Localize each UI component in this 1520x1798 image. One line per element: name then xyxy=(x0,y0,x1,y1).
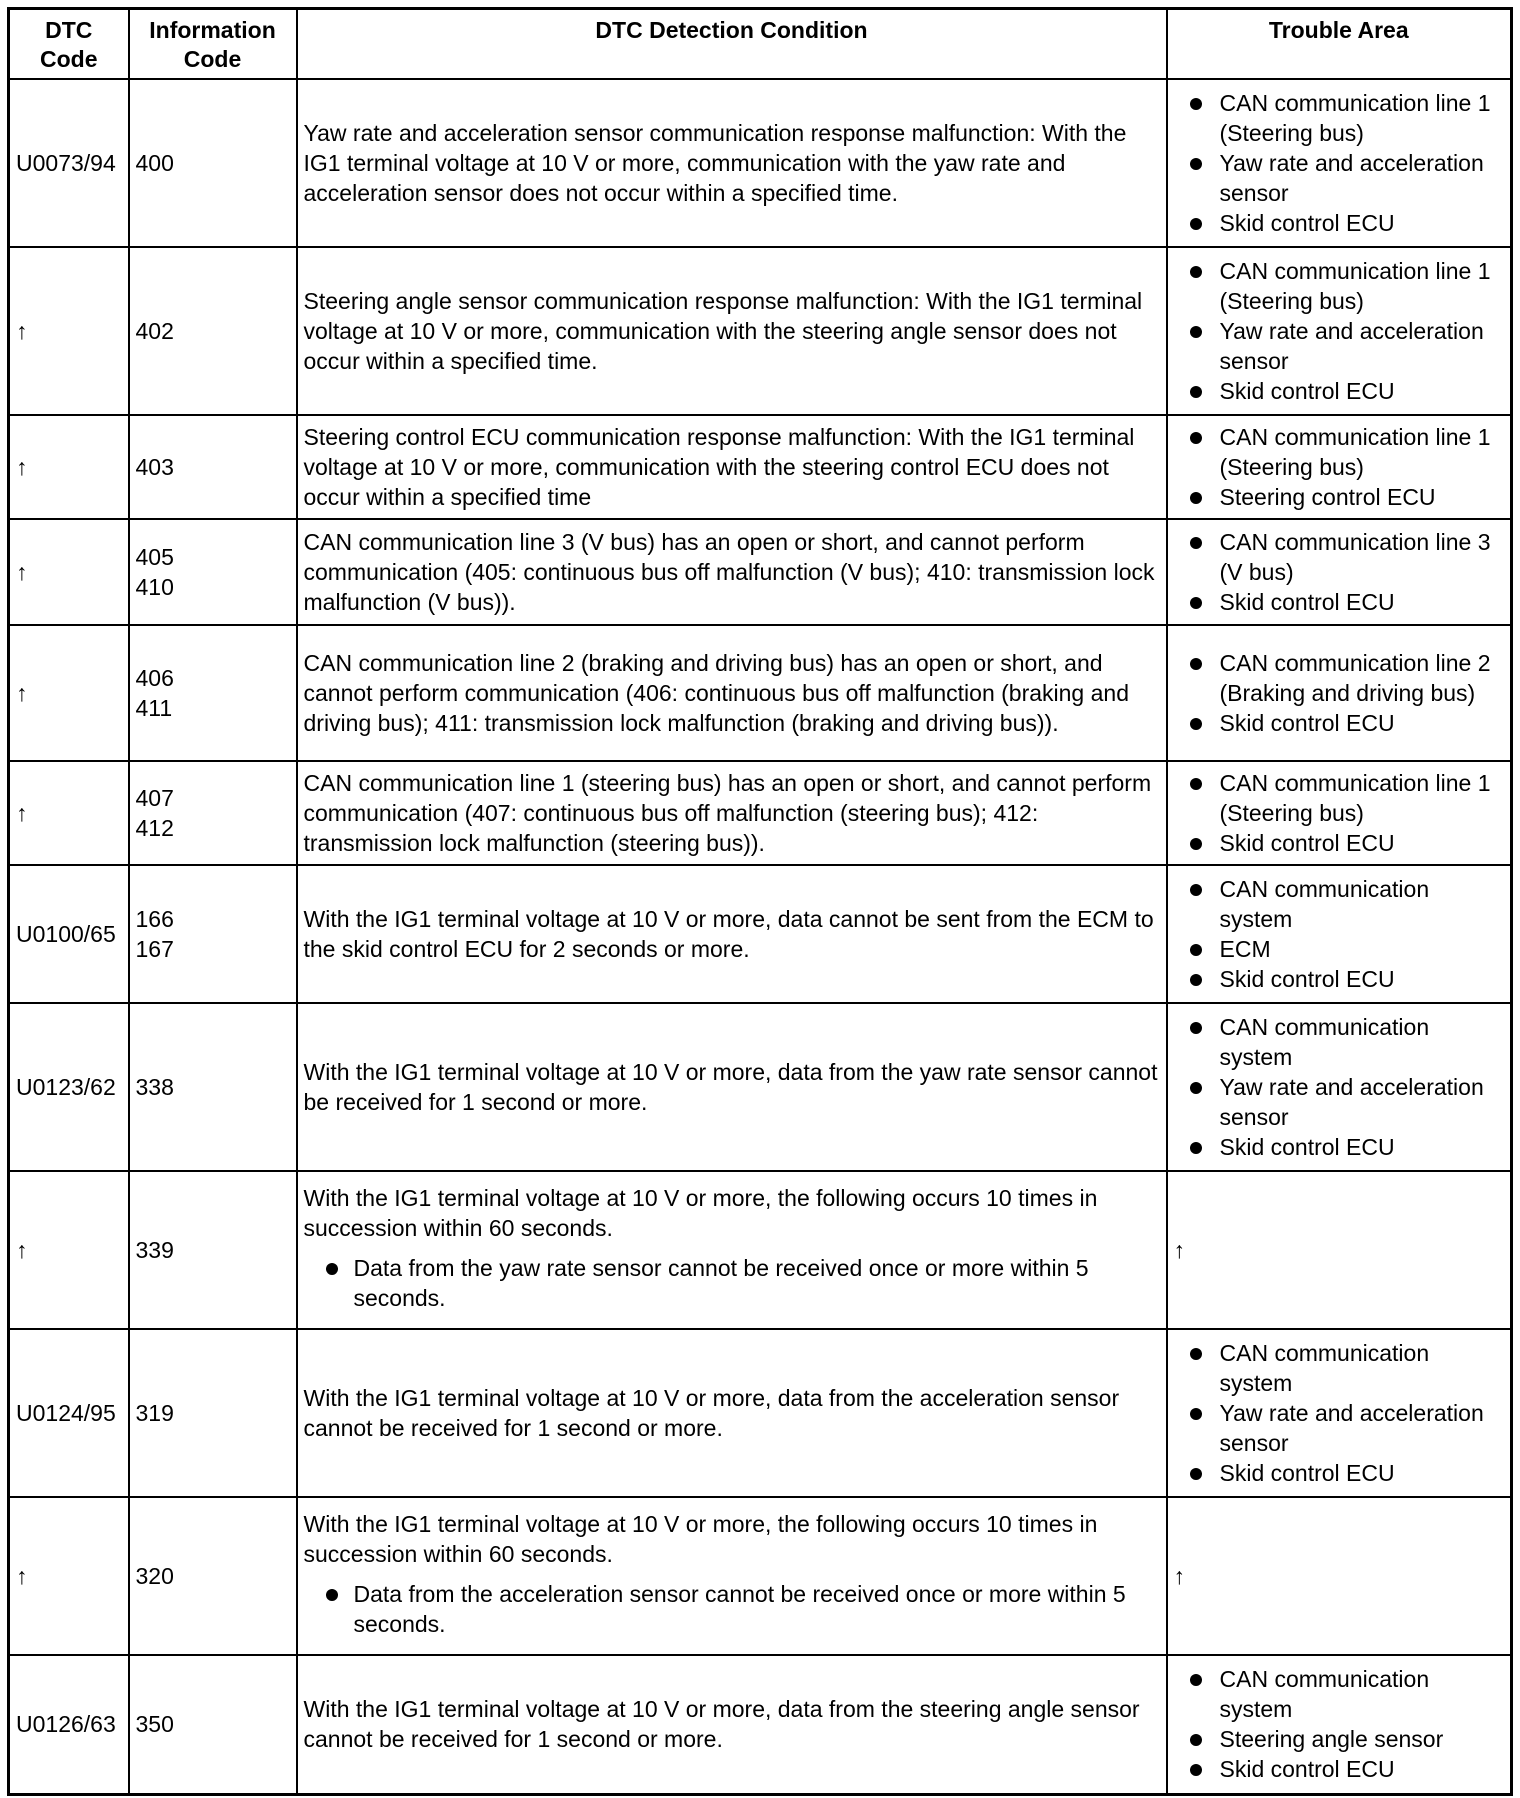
information-code-cell xyxy=(129,415,297,519)
trouble-area-item: Steering angle sensor xyxy=(1174,1724,1505,1754)
detection-condition-cell xyxy=(297,761,1167,865)
information-code-cell xyxy=(129,247,297,415)
trouble-area-list xyxy=(1174,527,1505,617)
condition-bullet-list xyxy=(304,1579,1160,1639)
condition-bullet-list xyxy=(304,1253,1160,1313)
header-detection-condition: DTC Detection Condition xyxy=(297,9,1167,79)
trouble-area-item: Steering control ECU xyxy=(1174,482,1505,512)
trouble-area-list xyxy=(1174,1338,1505,1488)
detection-condition-text: Steering control ECU communication response malfunction: With the IG1 terminal voltage at 10 V or more, communication with the steering control ECU does not occur within a specified time xyxy=(303,423,1135,510)
detection-condition-text: With the IG1 terminal voltage at 10 V or more, data from the acceleration sensor cannot be received for 1 second or more. xyxy=(303,1384,1120,1441)
table-row xyxy=(9,79,1512,247)
trouble-area-item: CAN communication line 1 (Steering bus) xyxy=(1174,422,1505,482)
header-trouble-area: Trouble Area xyxy=(1167,9,1512,79)
information-code: 166 xyxy=(135,905,174,932)
information-code-cell xyxy=(129,79,297,247)
detection-condition-cell xyxy=(297,79,1167,247)
trouble-area-list xyxy=(1174,874,1505,994)
table-row xyxy=(9,865,1512,1003)
trouble-area-item: CAN communication line 3 (V bus) xyxy=(1174,527,1505,587)
trouble-area-item: Skid control ECU xyxy=(1174,208,1505,238)
detection-condition-text: CAN communication line 3 (V bus) has an open or short, and cannot perform communication (405: continuous bus off malfunction (V bus); 410: transmission lock malfunction (V bus)). xyxy=(303,528,1155,615)
table-body xyxy=(9,79,1512,1795)
dtc-code-cell: U0126/63 xyxy=(9,1655,129,1795)
information-code-cell xyxy=(129,625,297,761)
detection-condition-text: With the IG1 terminal voltage at 10 V or more, data from the steering angle sensor cannot be received for 1 second or more. xyxy=(303,1696,1140,1753)
trouble-area-cell xyxy=(1167,1655,1512,1795)
table-row xyxy=(9,519,1512,625)
trouble-area-item: Yaw rate and acceleration sensor xyxy=(1174,316,1505,376)
dtc-code-cell: U0123/62 xyxy=(9,1003,129,1171)
detection-condition-cell xyxy=(297,1171,1167,1329)
information-code: 403 xyxy=(135,453,174,480)
trouble-area-item: Skid control ECU xyxy=(1174,708,1505,738)
table-row xyxy=(9,1003,1512,1171)
detection-condition-text: CAN communication line 1 (steering bus) has an open or short, and cannot perform communication (407: continuous bus off malfunction (steering bus); 412: transmission lock malfunction (steering bus)). xyxy=(303,769,1152,856)
dtc-code-cell: U0073/94 xyxy=(9,79,129,247)
header-information-code: Information Code xyxy=(129,9,297,79)
trouble-area-list xyxy=(1174,1012,1505,1162)
trouble-area-list xyxy=(1174,256,1505,406)
detection-condition-text: Steering angle sensor communication response malfunction: With the IG1 terminal voltage at 10 V or more, communication with the steering angle sensor does not occur within a specified time. xyxy=(303,287,1143,374)
trouble-area-item: CAN communication system xyxy=(1174,1012,1505,1072)
trouble-area-item: Yaw rate and acceleration sensor xyxy=(1174,148,1505,208)
trouble-area-item: Skid control ECU xyxy=(1174,376,1505,406)
trouble-area-cell xyxy=(1167,1329,1512,1497)
information-code-cell xyxy=(129,519,297,625)
dtc-code-cell: ↑ xyxy=(9,247,129,415)
table-row xyxy=(9,415,1512,519)
dtc-code-cell: ↑ xyxy=(9,415,129,519)
detection-condition-text: Yaw rate and acceleration sensor communication response malfunction: With the IG1 terminal voltage at 10 V or more, communication with the yaw rate and acceleration sensor does not occur within a specified time. xyxy=(303,119,1127,206)
trouble-area-list xyxy=(1174,1664,1505,1784)
dtc-code-cell: ↑ xyxy=(9,519,129,625)
information-code: 167 xyxy=(135,935,174,962)
trouble-area-item: CAN communication system xyxy=(1174,1338,1505,1398)
trouble-area-cell xyxy=(1167,1003,1512,1171)
trouble-area-cell xyxy=(1167,79,1512,247)
trouble-area-cell: ↑ xyxy=(1167,1171,1512,1329)
detection-condition-cell xyxy=(297,247,1167,415)
dtc-table xyxy=(7,7,1513,1796)
information-code: 406 xyxy=(135,664,174,691)
information-code-cell xyxy=(129,1655,297,1795)
information-code-cell xyxy=(129,761,297,865)
trouble-area-item: Skid control ECU xyxy=(1174,1132,1505,1162)
trouble-area-list xyxy=(1174,648,1505,738)
table-row xyxy=(9,1497,1512,1655)
detection-condition-cell xyxy=(297,1655,1167,1795)
dtc-code-cell: ↑ xyxy=(9,1171,129,1329)
condition-bullet-item: Data from the yaw rate sensor cannot be received once or more within 5 seconds. xyxy=(304,1253,1160,1313)
trouble-area-cell xyxy=(1167,519,1512,625)
detection-condition-cell xyxy=(297,1329,1167,1497)
trouble-area-item: Yaw rate and acceleration sensor xyxy=(1174,1072,1505,1132)
trouble-area-list xyxy=(1174,88,1505,238)
information-code: 410 xyxy=(135,573,174,600)
information-code: 338 xyxy=(135,1073,174,1100)
dtc-code-cell: ↑ xyxy=(9,761,129,865)
information-code-cell xyxy=(129,1329,297,1497)
information-code: 405 xyxy=(135,543,174,570)
trouble-area-item: Skid control ECU xyxy=(1174,964,1505,994)
trouble-area-cell xyxy=(1167,865,1512,1003)
information-code: 407 xyxy=(135,784,174,811)
detection-condition-text: With the IG1 terminal voltage at 10 V or more, the following occurs 10 times in succession within 60 seconds. xyxy=(303,1184,1098,1241)
trouble-area-item: CAN communication system xyxy=(1174,1664,1505,1724)
trouble-area-item: CAN communication line 2 (Braking and driving bus) xyxy=(1174,648,1505,708)
dtc-code-cell: U0100/65 xyxy=(9,865,129,1003)
trouble-area-item: CAN communication system xyxy=(1174,874,1505,934)
information-code: 320 xyxy=(135,1562,174,1589)
information-code-cell xyxy=(129,1003,297,1171)
trouble-area-item: Skid control ECU xyxy=(1174,587,1505,617)
trouble-area-cell: ↑ xyxy=(1167,1497,1512,1655)
trouble-area-list xyxy=(1174,768,1505,858)
trouble-area-cell xyxy=(1167,415,1512,519)
trouble-area-item: Skid control ECU xyxy=(1174,1754,1505,1784)
detection-condition-cell xyxy=(297,625,1167,761)
header-dtc-code: DTC Code xyxy=(9,9,129,79)
trouble-area-item: CAN communication line 1 (Steering bus) xyxy=(1174,768,1505,828)
table-row xyxy=(9,761,1512,865)
information-code-cell xyxy=(129,1171,297,1329)
trouble-area-item: ECM xyxy=(1174,934,1505,964)
trouble-area-item: CAN communication line 1 (Steering bus) xyxy=(1174,256,1505,316)
trouble-area-cell xyxy=(1167,247,1512,415)
detection-condition-text: CAN communication line 2 (braking and driving bus) has an open or short, and cannot perform communication (406: continuous bus off malfunction (braking and driving bus); 411: transmission lock malfunction (braking and driving bus)). xyxy=(303,649,1129,736)
information-code: 339 xyxy=(135,1236,174,1263)
information-code: 400 xyxy=(135,149,174,176)
trouble-area-list xyxy=(1174,422,1505,512)
detection-condition-cell xyxy=(297,865,1167,1003)
information-code: 402 xyxy=(135,317,174,344)
trouble-area-cell xyxy=(1167,625,1512,761)
detection-condition-text: With the IG1 terminal voltage at 10 V or more, data from the yaw rate sensor cannot be received for 1 second or more. xyxy=(303,1058,1158,1115)
header-row xyxy=(9,9,1512,79)
trouble-area-item: Skid control ECU xyxy=(1174,1458,1505,1488)
information-code: 412 xyxy=(135,814,174,841)
trouble-area-item: Yaw rate and acceleration sensor xyxy=(1174,1398,1505,1458)
detection-condition-cell xyxy=(297,415,1167,519)
dtc-code-cell: ↑ xyxy=(9,1497,129,1655)
information-code: 411 xyxy=(135,694,173,721)
detection-condition-text: With the IG1 terminal voltage at 10 V or more, the following occurs 10 times in succession within 60 seconds. xyxy=(303,1510,1098,1567)
detection-condition-cell xyxy=(297,1497,1167,1655)
condition-bullet-item: Data from the acceleration sensor cannot be received once or more within 5 seconds. xyxy=(304,1579,1160,1639)
trouble-area-item: Skid control ECU xyxy=(1174,828,1505,858)
information-code: 319 xyxy=(135,1399,174,1426)
information-code-cell xyxy=(129,1497,297,1655)
trouble-area-cell xyxy=(1167,761,1512,865)
trouble-area-item: CAN communication line 1 (Steering bus) xyxy=(1174,88,1505,148)
table-row xyxy=(9,1171,1512,1329)
dtc-code-cell: ↑ xyxy=(9,625,129,761)
detection-condition-cell xyxy=(297,519,1167,625)
table-row xyxy=(9,625,1512,761)
information-code: 350 xyxy=(135,1711,174,1738)
detection-condition-cell xyxy=(297,1003,1167,1171)
table-row xyxy=(9,247,1512,415)
table-row xyxy=(9,1329,1512,1497)
table-row xyxy=(9,1655,1512,1795)
dtc-code-cell: U0124/95 xyxy=(9,1329,129,1497)
detection-condition-text: With the IG1 terminal voltage at 10 V or more, data cannot be sent from the ECM to the skid control ECU for 2 seconds or more. xyxy=(303,905,1154,962)
information-code-cell xyxy=(129,865,297,1003)
